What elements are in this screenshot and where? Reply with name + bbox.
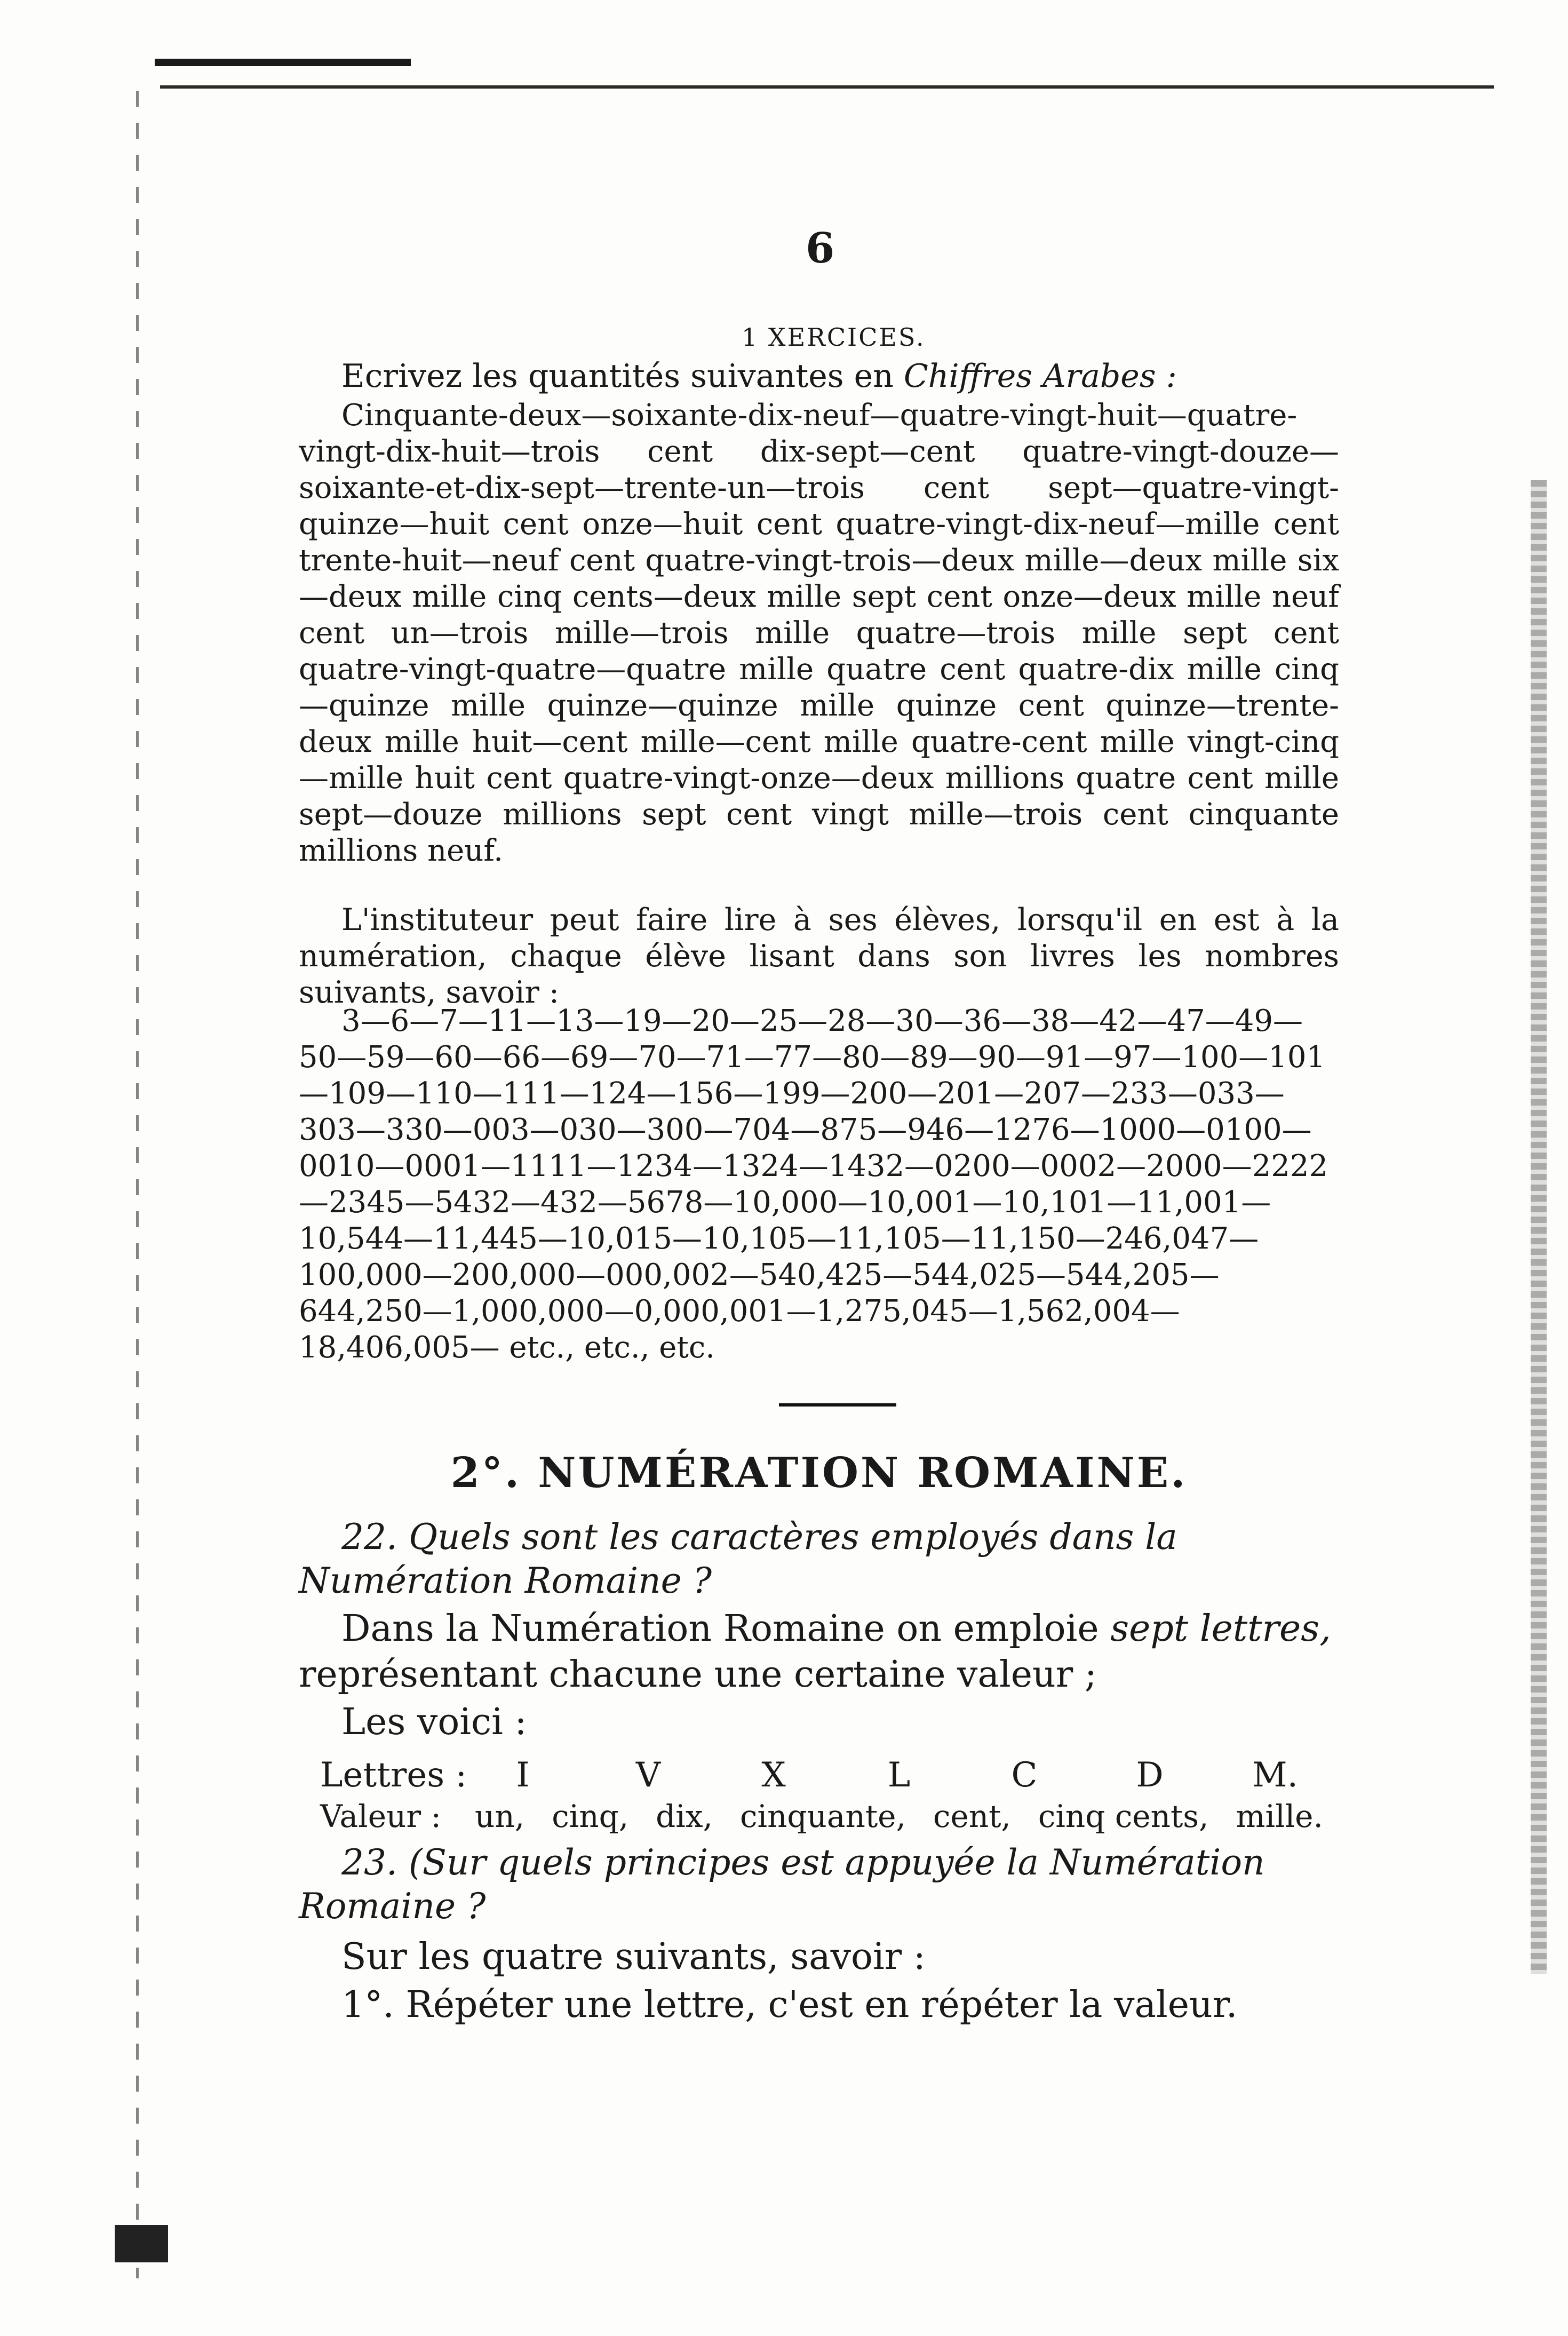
scan-artifact-top-bar: [155, 59, 411, 66]
roman-letter: M.: [1252, 1755, 1298, 1795]
roman-values-row: [299, 1798, 1339, 1834]
roman-letters-row: [299, 1755, 1339, 1795]
section-heading: 2°. NUMÉRATION ROMAINE.: [450, 1449, 1188, 1497]
letters-label: Lettres :: [320, 1755, 467, 1795]
answer-22-prefix: Dans la Numération Romaine on emploie: [341, 1608, 1111, 1650]
exercise-paragraph: Cinquante-deux—soixante-dix-neuf—quatre-vingt-huit—quatre-vingt-dix-huit—trois cent dix-sept—cent quatre-vingt-douze—soixante-et-dix-sept—trente-un—trois cent sept—quatre-vingt-quinze—huit cent onze—huit cent quatre-vingt-dix-neuf—mille cent trente-huit—neuf cent quatre-vingt-trois—deux mille—deux mille six—deux mille cinq cents—deux mille sept cent onze—deux mille neuf cent un—trois mille—trois mille quatre—trois mille sept cent quatre-vingt-quatre—quatre mille quatre cent quatre-dix mille cinq—quinze mille quinze—quinze mille quinze cent quinze—trente-deux mille huit—cent mille—cent mille quatre-cent mille vingt-cinq—mille huit cent quatre-vingt-onze—deux millions quatre cent mille sept—douze millions sept cent vingt mille—trois cent cinquante millions neuf.: [299, 398, 1339, 868]
roman-value: cinq,: [552, 1798, 629, 1834]
roman-letter: X: [761, 1755, 786, 1795]
roman-value: mille.: [1236, 1798, 1323, 1834]
scan-artifact-right-edge: [1531, 480, 1547, 1974]
question-22: 22. Quels sont les caractères employés dans la Numération Romaine ?: [299, 1516, 1177, 1601]
voici-line: Les voici :: [341, 1701, 527, 1743]
section-divider: [779, 1403, 896, 1407]
roman-value: cinq cents,: [1038, 1798, 1209, 1834]
roman-letter: I: [516, 1755, 530, 1795]
roman-letter: L: [887, 1755, 911, 1795]
scan-artifact-bottom-block: [115, 2225, 168, 2262]
roman-letter: D: [1136, 1755, 1164, 1795]
roman-value: un,: [475, 1798, 525, 1834]
answer-22-suffix: représentant chacune une certaine valeur ;: [299, 1654, 1097, 1696]
answer-22-italic: sept lettres,: [1110, 1608, 1331, 1650]
section-title: 1 XERCICES.: [742, 323, 926, 352]
exercise-instruction: [341, 357, 1177, 395]
teacher-paragraph: L'instituteur peut faire lire à ses élèves, lorsqu'il en est à la numération, chaque élève lisant dans son livres les nombres suivants, savoir :: [299, 902, 1339, 1010]
rule-1: 1°. Répéter une lettre, c'est en répéter la valeur.: [341, 1984, 1238, 2026]
instruction-italic: Chiffres Arabes :: [903, 357, 1177, 395]
scan-artifact-left-margin: [136, 91, 139, 2278]
numbers-list: 3—6—7—11—13—19—20—25—28—30—36—38—42—47—49—50—59—60—66—69—70—71—77—80—89—90—91—97—100—101—109—110—111—124—156—199—200—201—207—233—033—303—330—003—030—300—704—875—946—1276—1000—0100—0010—0001—1111—1234—1324—1432—0200—0002—2000—2222—2345—5432—432—5678—10,000—10,001—10,101—11,001—10,544—11,445—10,015—10,105—11,105—11,150—246,047—100,000—200,000—000,002—540,425—544,025—544,205—644,250—1,000,000—0,000,001—1,275,045—1,562,004—18,406,005— etc., etc., etc.: [299, 1004, 1328, 1365]
answer-23: Sur les quatre suivants, savoir :: [341, 1936, 926, 1978]
question-23: 23. (Sur quels principes est appuyée la Numération Romaine ?: [299, 1842, 1265, 1927]
roman-letter: V: [635, 1755, 661, 1795]
roman-value: dix,: [656, 1798, 713, 1834]
instruction-text: Ecrivez les quantités suivantes en: [341, 357, 904, 395]
values-label: Valeur :: [320, 1798, 442, 1834]
page-number: 6: [806, 224, 835, 273]
scan-artifact-top-rule: [160, 85, 1494, 89]
roman-letter: C: [1011, 1755, 1038, 1795]
answer-22: [299, 1606, 1339, 1698]
roman-value: cinquante,: [740, 1798, 906, 1834]
roman-value: cent,: [933, 1798, 1011, 1834]
